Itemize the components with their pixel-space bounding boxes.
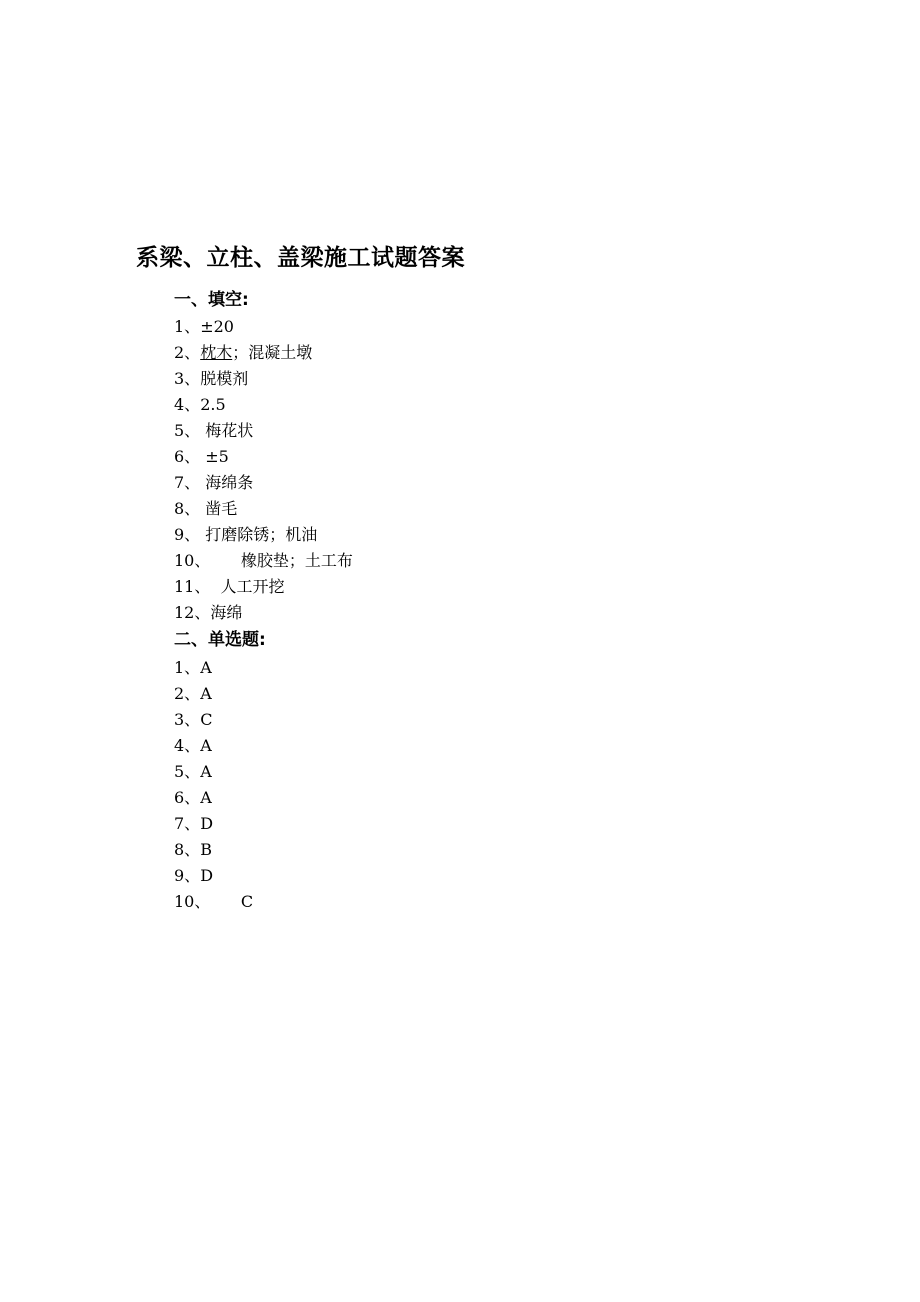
list-item: [174, 709, 212, 731]
item-answer: C: [210, 892, 254, 911]
item-number: 3、: [174, 710, 201, 729]
list-item: [174, 787, 212, 809]
item-answer: D: [200, 814, 214, 833]
item-answer: 海绵: [210, 603, 243, 622]
list-item: [174, 472, 253, 494]
item-number: 1、: [174, 658, 201, 677]
list-item: [174, 657, 212, 679]
item-number: 10、: [174, 551, 211, 570]
item-number: 8、: [174, 840, 201, 859]
list-item: [174, 761, 212, 783]
section-heading-single-choice: 二、单选题:: [174, 630, 266, 650]
list-item: [174, 576, 285, 598]
item-number: 9、: [174, 866, 201, 885]
list-item: [174, 316, 234, 338]
item-answer: ±5: [200, 447, 229, 466]
list-item: [174, 420, 253, 442]
item-number: 8、: [174, 499, 201, 518]
item-number: 9、: [174, 525, 201, 544]
item-answer: 脱模剂: [200, 369, 249, 388]
item-number: 11、: [174, 577, 211, 596]
list-item: [174, 683, 212, 705]
item-number: 12、: [174, 603, 211, 622]
item-answer: B: [200, 840, 212, 859]
item-answer: 2.5: [200, 395, 226, 414]
list-item: [174, 865, 213, 887]
item-number: 2、: [174, 343, 201, 362]
section-heading-fill-in: 一、填空:: [174, 290, 249, 310]
item-number: 1、: [174, 317, 201, 336]
list-item: [174, 602, 242, 624]
item-number: 6、: [174, 788, 201, 807]
item-answer: 海绵条: [200, 473, 254, 492]
item-number: 6、: [174, 447, 201, 466]
item-answer: A: [200, 736, 212, 755]
list-item: [174, 735, 212, 757]
item-answer: 人工开挖: [210, 577, 285, 596]
item-answer: A: [200, 684, 212, 703]
item-answer: A: [200, 658, 212, 677]
list-item: [174, 891, 253, 913]
item-number: 5、: [174, 762, 201, 781]
list-item: [174, 342, 312, 364]
item-number: 7、: [174, 814, 201, 833]
item-answer: A: [200, 762, 212, 781]
item-number: 2、: [174, 684, 201, 703]
item-number: 3、: [174, 369, 201, 388]
item-number: 7、: [174, 473, 201, 492]
list-item: [174, 446, 229, 468]
item-answer-underlined: 枕木: [200, 343, 233, 362]
item-answer: 橡胶垫；土工布: [210, 551, 353, 570]
item-number: 4、: [174, 395, 201, 414]
list-item: [174, 394, 226, 416]
item-answer: C: [200, 710, 213, 729]
item-answer: 梅花状: [200, 421, 254, 440]
item-number: 5、: [174, 421, 201, 440]
list-item: [174, 813, 213, 835]
item-answer: 凿毛: [200, 499, 238, 518]
item-answer: D: [200, 866, 214, 885]
item-answer: ±20: [200, 317, 234, 336]
list-item: [174, 368, 248, 390]
list-item: [174, 839, 212, 861]
list-item: [174, 524, 317, 546]
item-answer: A: [200, 788, 212, 807]
item-answer: 打磨除锈；机油: [200, 525, 318, 544]
item-number: 10、: [174, 892, 211, 911]
document-title: 系梁、立柱、盖梁施工试题答案: [136, 245, 465, 271]
item-answer: ；混凝土墩: [232, 343, 313, 362]
item-number: 4、: [174, 736, 201, 755]
list-item: [174, 550, 353, 572]
list-item: [174, 498, 237, 520]
